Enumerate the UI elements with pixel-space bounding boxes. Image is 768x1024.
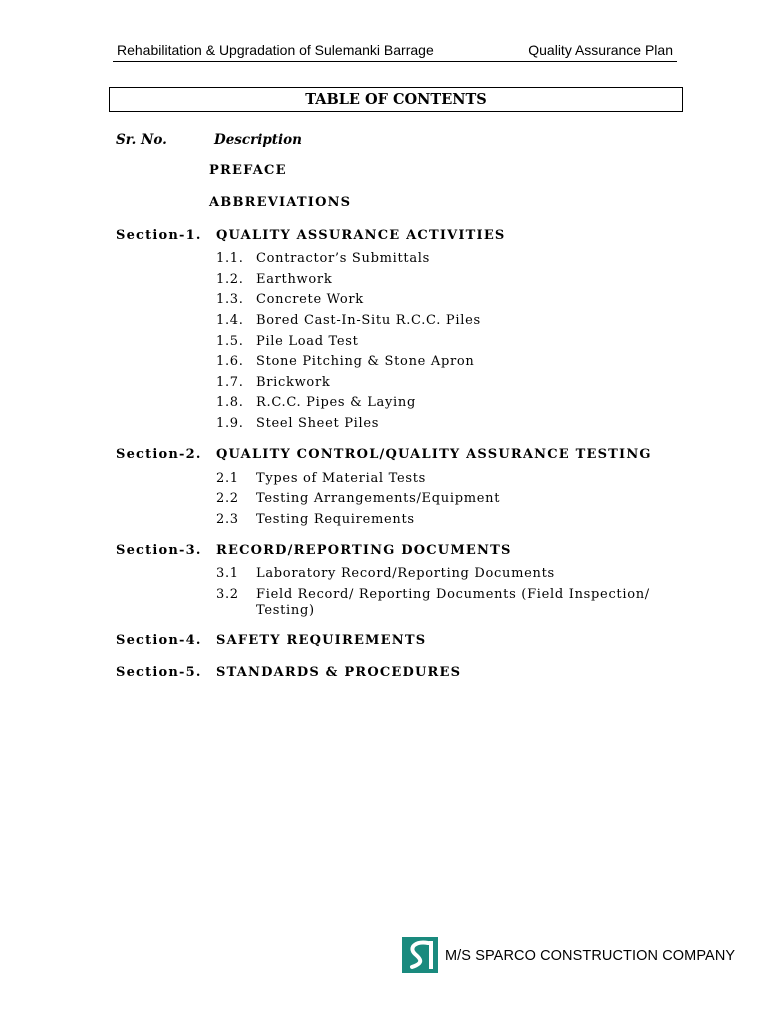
company-name: M/S SPARCO CONSTRUCTION COMPANY xyxy=(445,948,736,964)
subsection-title: Concrete Work xyxy=(256,292,364,307)
subsection-number: 2.3 xyxy=(216,512,239,527)
section-title: RECORD/REPORTING DOCUMENTS xyxy=(216,543,512,558)
subsection-title: Field Record/ Reporting Documents (Field Inspection/ xyxy=(256,587,650,602)
section-number: Section-1. xyxy=(116,228,202,243)
subsection-title: Contractor’s Submittals xyxy=(256,251,431,266)
subsection-number: 3.2 xyxy=(216,587,239,602)
subsection-number: 1.9. xyxy=(216,416,244,431)
column-header-description: Description xyxy=(214,132,302,148)
sparco-logo-icon xyxy=(402,937,438,973)
subsection-title: Bored Cast-In-Situ R.C.C. Piles xyxy=(256,313,481,328)
header-project-title: Rehabilitation & Upgradation of Sulemanki Barrage xyxy=(117,42,434,58)
subsection-number: 2.1 xyxy=(216,471,239,486)
section-title: STANDARDS & PROCEDURES xyxy=(216,665,462,680)
subsection-title: Brickwork xyxy=(256,375,331,390)
section-title: SAFETY REQUIREMENTS xyxy=(216,633,427,648)
subsection-number: 1.8. xyxy=(216,395,244,410)
subsection-title: Stone Pitching & Stone Apron xyxy=(256,354,475,369)
subsection-number: 1.7. xyxy=(216,375,244,390)
toc-entry-abbreviations: ABBREVIATIONS xyxy=(209,195,352,210)
subsection-number: 1.3. xyxy=(216,292,244,307)
subsection-title: Testing Arrangements/Equipment xyxy=(256,491,501,506)
section-title: QUALITY ASSURANCE ACTIVITIES xyxy=(216,228,506,243)
subsection-number: 1.5. xyxy=(216,334,244,349)
subsection-title: Types of Material Tests xyxy=(256,471,427,486)
section-number: Section-5. xyxy=(116,665,202,680)
subsection-title: Laboratory Record/Reporting Documents xyxy=(256,566,555,581)
subsection-title: Testing Requirements xyxy=(256,512,415,527)
subsection-title: Earthwork xyxy=(256,272,333,287)
subsection-number: 1.4. xyxy=(216,313,244,328)
subsection-number: 3.1 xyxy=(216,566,239,581)
section-number: Section-2. xyxy=(116,447,202,462)
subsection-number: 1.6. xyxy=(216,354,244,369)
subsection-title: R.C.C. Pipes & Laying xyxy=(256,395,416,410)
header-document-title: Quality Assurance Plan xyxy=(528,42,673,58)
section-title: QUALITY CONTROL/QUALITY ASSURANCE TESTING xyxy=(216,447,652,462)
toc-title: TABLE OF CONTENTS xyxy=(109,87,683,112)
section-number: Section-4. xyxy=(116,633,202,648)
subsection-title: Pile Load Test xyxy=(256,334,359,349)
subsection-number: 1.1. xyxy=(216,251,244,266)
subsection-number: 2.2 xyxy=(216,491,239,506)
column-header-sr-no: Sr. No. xyxy=(116,132,167,148)
subsection-number: 1.2. xyxy=(216,272,244,287)
subsection-title: Steel Sheet Piles xyxy=(256,416,380,431)
section-number: Section-3. xyxy=(116,543,202,558)
toc-entry-preface: PREFACE xyxy=(209,163,287,178)
subsection-title-continuation: Testing) xyxy=(256,603,315,618)
page-header xyxy=(113,41,677,62)
